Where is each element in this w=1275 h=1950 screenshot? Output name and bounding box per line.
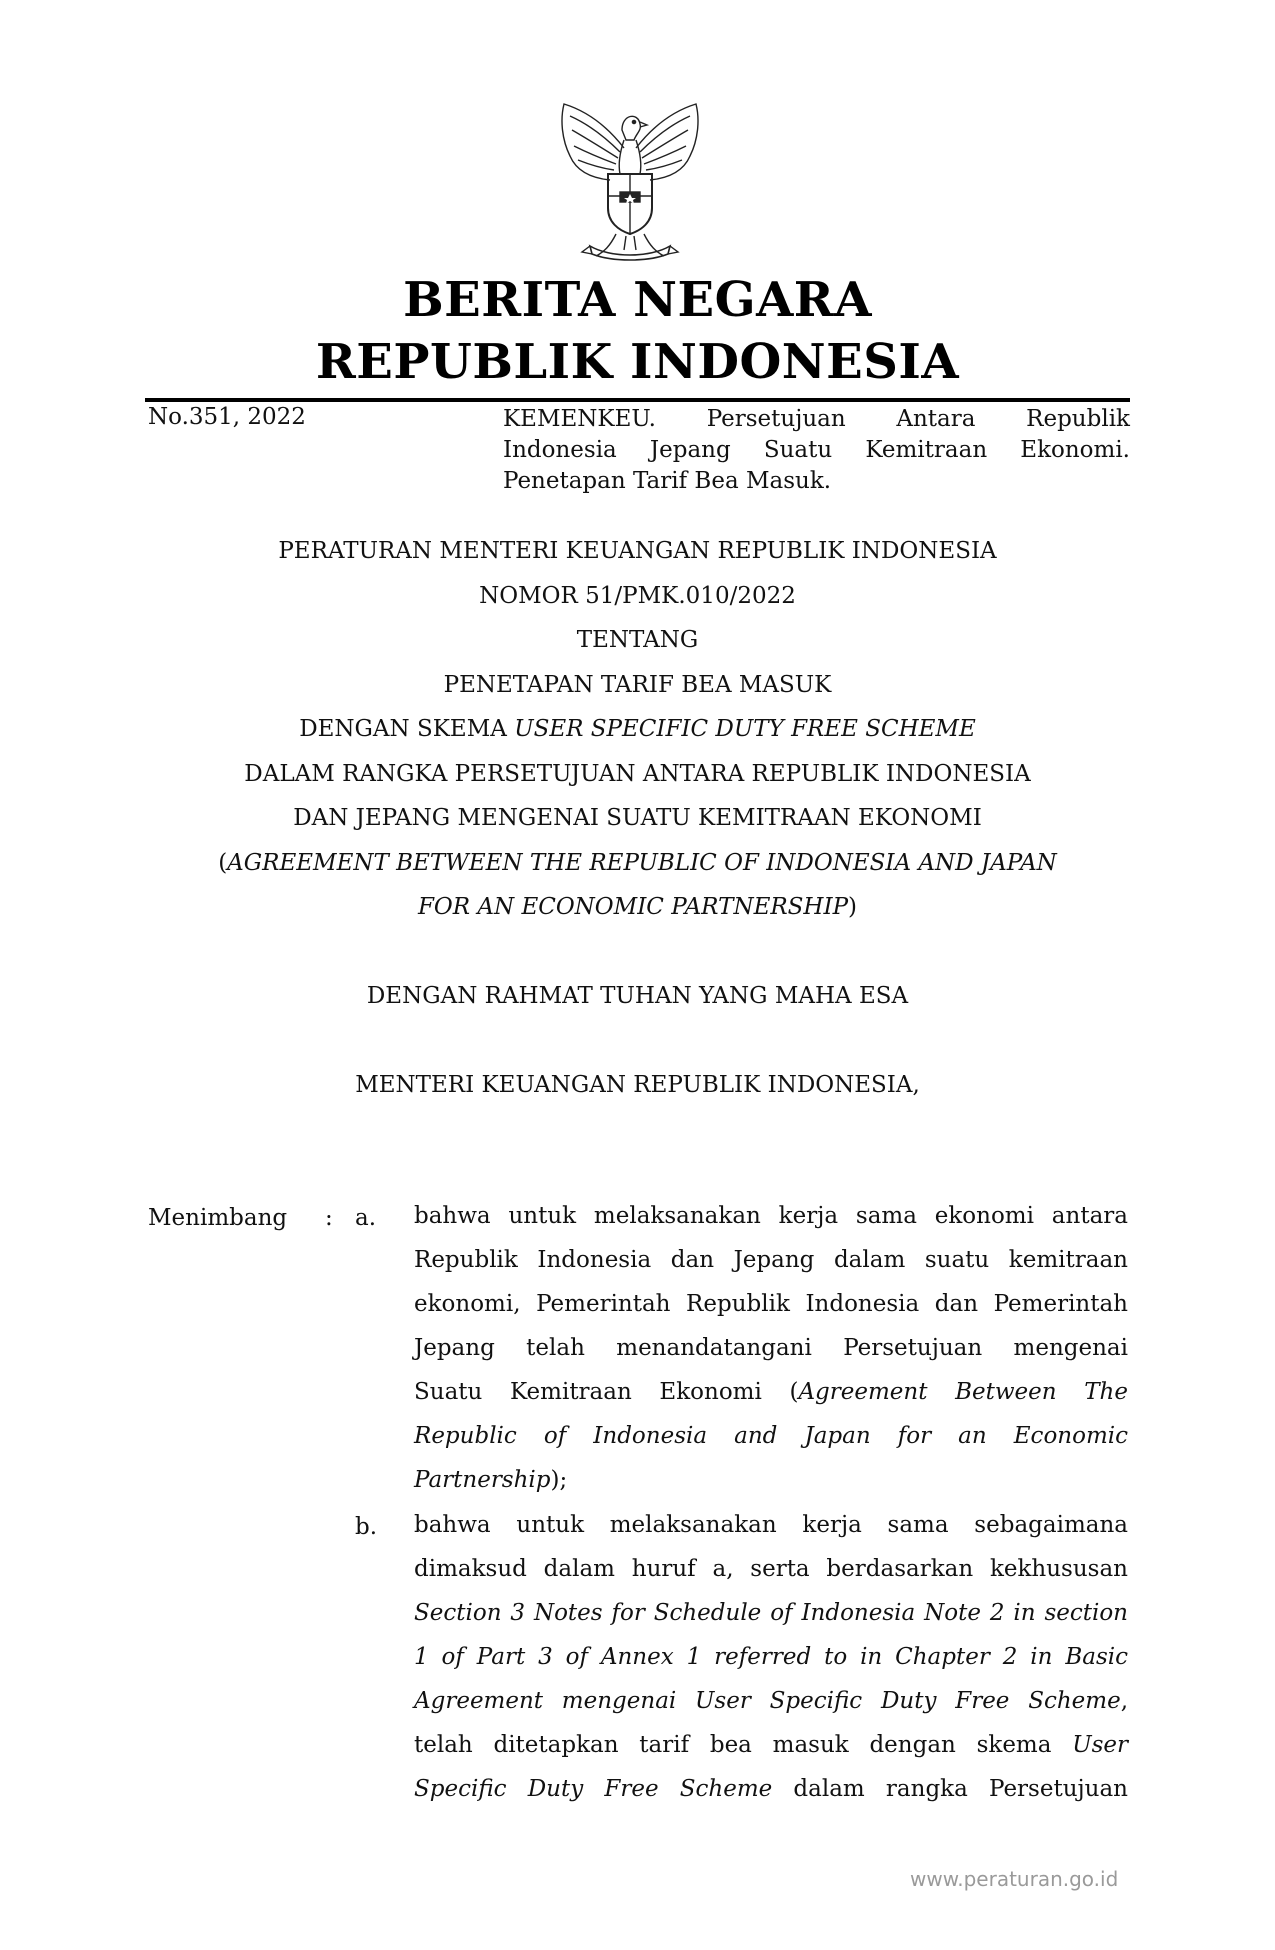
regulation-text: ( xyxy=(218,850,228,876)
consideration-a xyxy=(414,1194,1128,1502)
paragraph-text: dalam rangka Persetujuan xyxy=(772,1776,1128,1802)
subject-line: Indonesia Jepang Suatu Kemitraan Ekonomi. xyxy=(503,437,1130,463)
paragraph-line: Republik Indonesia dan Jepang dalam suatu kemitraan xyxy=(414,1247,1128,1273)
paragraph-text: ); xyxy=(550,1467,568,1493)
regulation-text: ) xyxy=(848,894,858,920)
gazette-subject xyxy=(503,404,1130,497)
masthead-divider xyxy=(145,398,1130,402)
paragraph-line: Republic of Indonesia and Japan for an Economic xyxy=(414,1423,1128,1449)
regulation-text-italic: USER SPECIFIC DUTY FREE SCHEME xyxy=(514,716,976,742)
paragraph-line: bahwa untuk melaksanakan kerja sama sebagaimana xyxy=(414,1512,1128,1538)
regulation-subject-line xyxy=(180,716,1095,742)
source-watermark: www.peraturan.go.id xyxy=(910,1867,1119,1891)
considerations-label: Menimbang xyxy=(148,1205,288,1231)
masthead-title-line2: REPUBLIK INDONESIA xyxy=(315,334,960,390)
regulation-number: NOMOR 51/PMK.010/2022 xyxy=(479,583,796,609)
paragraph-text-italic: Agreement mengenai User Specific Duty Free Scheme xyxy=(414,1688,1121,1714)
paragraph-line xyxy=(414,1723,1128,1767)
garuda-emblem-icon xyxy=(550,100,710,262)
paragraph-text: , xyxy=(1120,1688,1128,1714)
consideration-b xyxy=(414,1503,1128,1811)
regulation-subject-line xyxy=(180,850,1095,876)
item-marker-b: b. xyxy=(355,1514,378,1540)
paragraph-line xyxy=(414,1458,1128,1502)
item-marker-a: a. xyxy=(355,1205,377,1231)
official-title: MENTERI KEUANGAN REPUBLIK INDONESIA, xyxy=(355,1072,920,1098)
paragraph-text: Suatu Kemitraan Ekonomi ( xyxy=(414,1379,799,1405)
subject-line: Penetapan Tarif Bea Masuk. xyxy=(503,468,832,494)
paragraph-line: 1 of Part 3 of Annex 1 referred to in Chapter 2 in Basic xyxy=(414,1644,1128,1670)
paragraph-text-italic: Agreement Between The xyxy=(798,1379,1128,1405)
regulation-subject-line: DALAM RANGKA PERSETUJUAN ANTARA REPUBLIK INDONESIA xyxy=(244,761,1031,787)
paragraph-line xyxy=(414,1767,1128,1811)
paragraph-line: dimaksud dalam huruf a, serta berdasarkan kekhususan xyxy=(414,1556,1128,1582)
paragraph-line: bahwa untuk melaksanakan kerja sama ekonomi antara xyxy=(414,1203,1128,1229)
regulation-subject-line xyxy=(180,894,1095,920)
gazette-number: No.351, 2022 xyxy=(148,404,306,430)
regulation-text-italic: FOR AN ECONOMIC PARTNERSHIP xyxy=(417,894,849,920)
paragraph-line: ekonomi, Pemerintah Republik Indonesia dan Pemerintah xyxy=(414,1291,1128,1317)
paragraph-line: Jepang telah menandatangani Persetujuan mengenai xyxy=(414,1335,1128,1361)
paragraph-line xyxy=(414,1370,1128,1414)
regulation-about: TENTANG xyxy=(576,627,699,653)
regulation-heading: PERATURAN MENTERI KEUANGAN REPUBLIK INDONESIA xyxy=(278,538,997,564)
paragraph-text-italic: User xyxy=(1072,1732,1128,1758)
regulation-text-italic: AGREEMENT BETWEEN THE REPUBLIC OF INDONESIA AND JAPAN xyxy=(227,850,1057,876)
paragraph-text: telah ditetapkan tarif bea masuk dengan skema xyxy=(414,1732,1073,1758)
regulation-text: DENGAN SKEMA xyxy=(299,716,515,742)
paragraph-text-italic: Partnership xyxy=(414,1467,551,1493)
subject-line: KEMENKEU. Persetujuan Antara Republik xyxy=(503,406,1130,432)
considerations-colon: : xyxy=(325,1205,333,1231)
masthead-title-line1: BERITA NEGARA xyxy=(403,272,872,328)
regulation-subject-line: PENETAPAN TARIF BEA MASUK xyxy=(443,672,832,698)
invocation: DENGAN RAHMAT TUHAN YANG MAHA ESA xyxy=(366,983,909,1009)
regulation-subject-line: DAN JEPANG MENGENAI SUATU KEMITRAAN EKONOMI xyxy=(293,805,982,831)
paragraph-line: Section 3 Notes for Schedule of Indonesia Note 2 in section xyxy=(414,1600,1128,1626)
paragraph-text-italic: Specific Duty Free Scheme xyxy=(414,1776,773,1802)
paragraph-line xyxy=(414,1679,1128,1723)
